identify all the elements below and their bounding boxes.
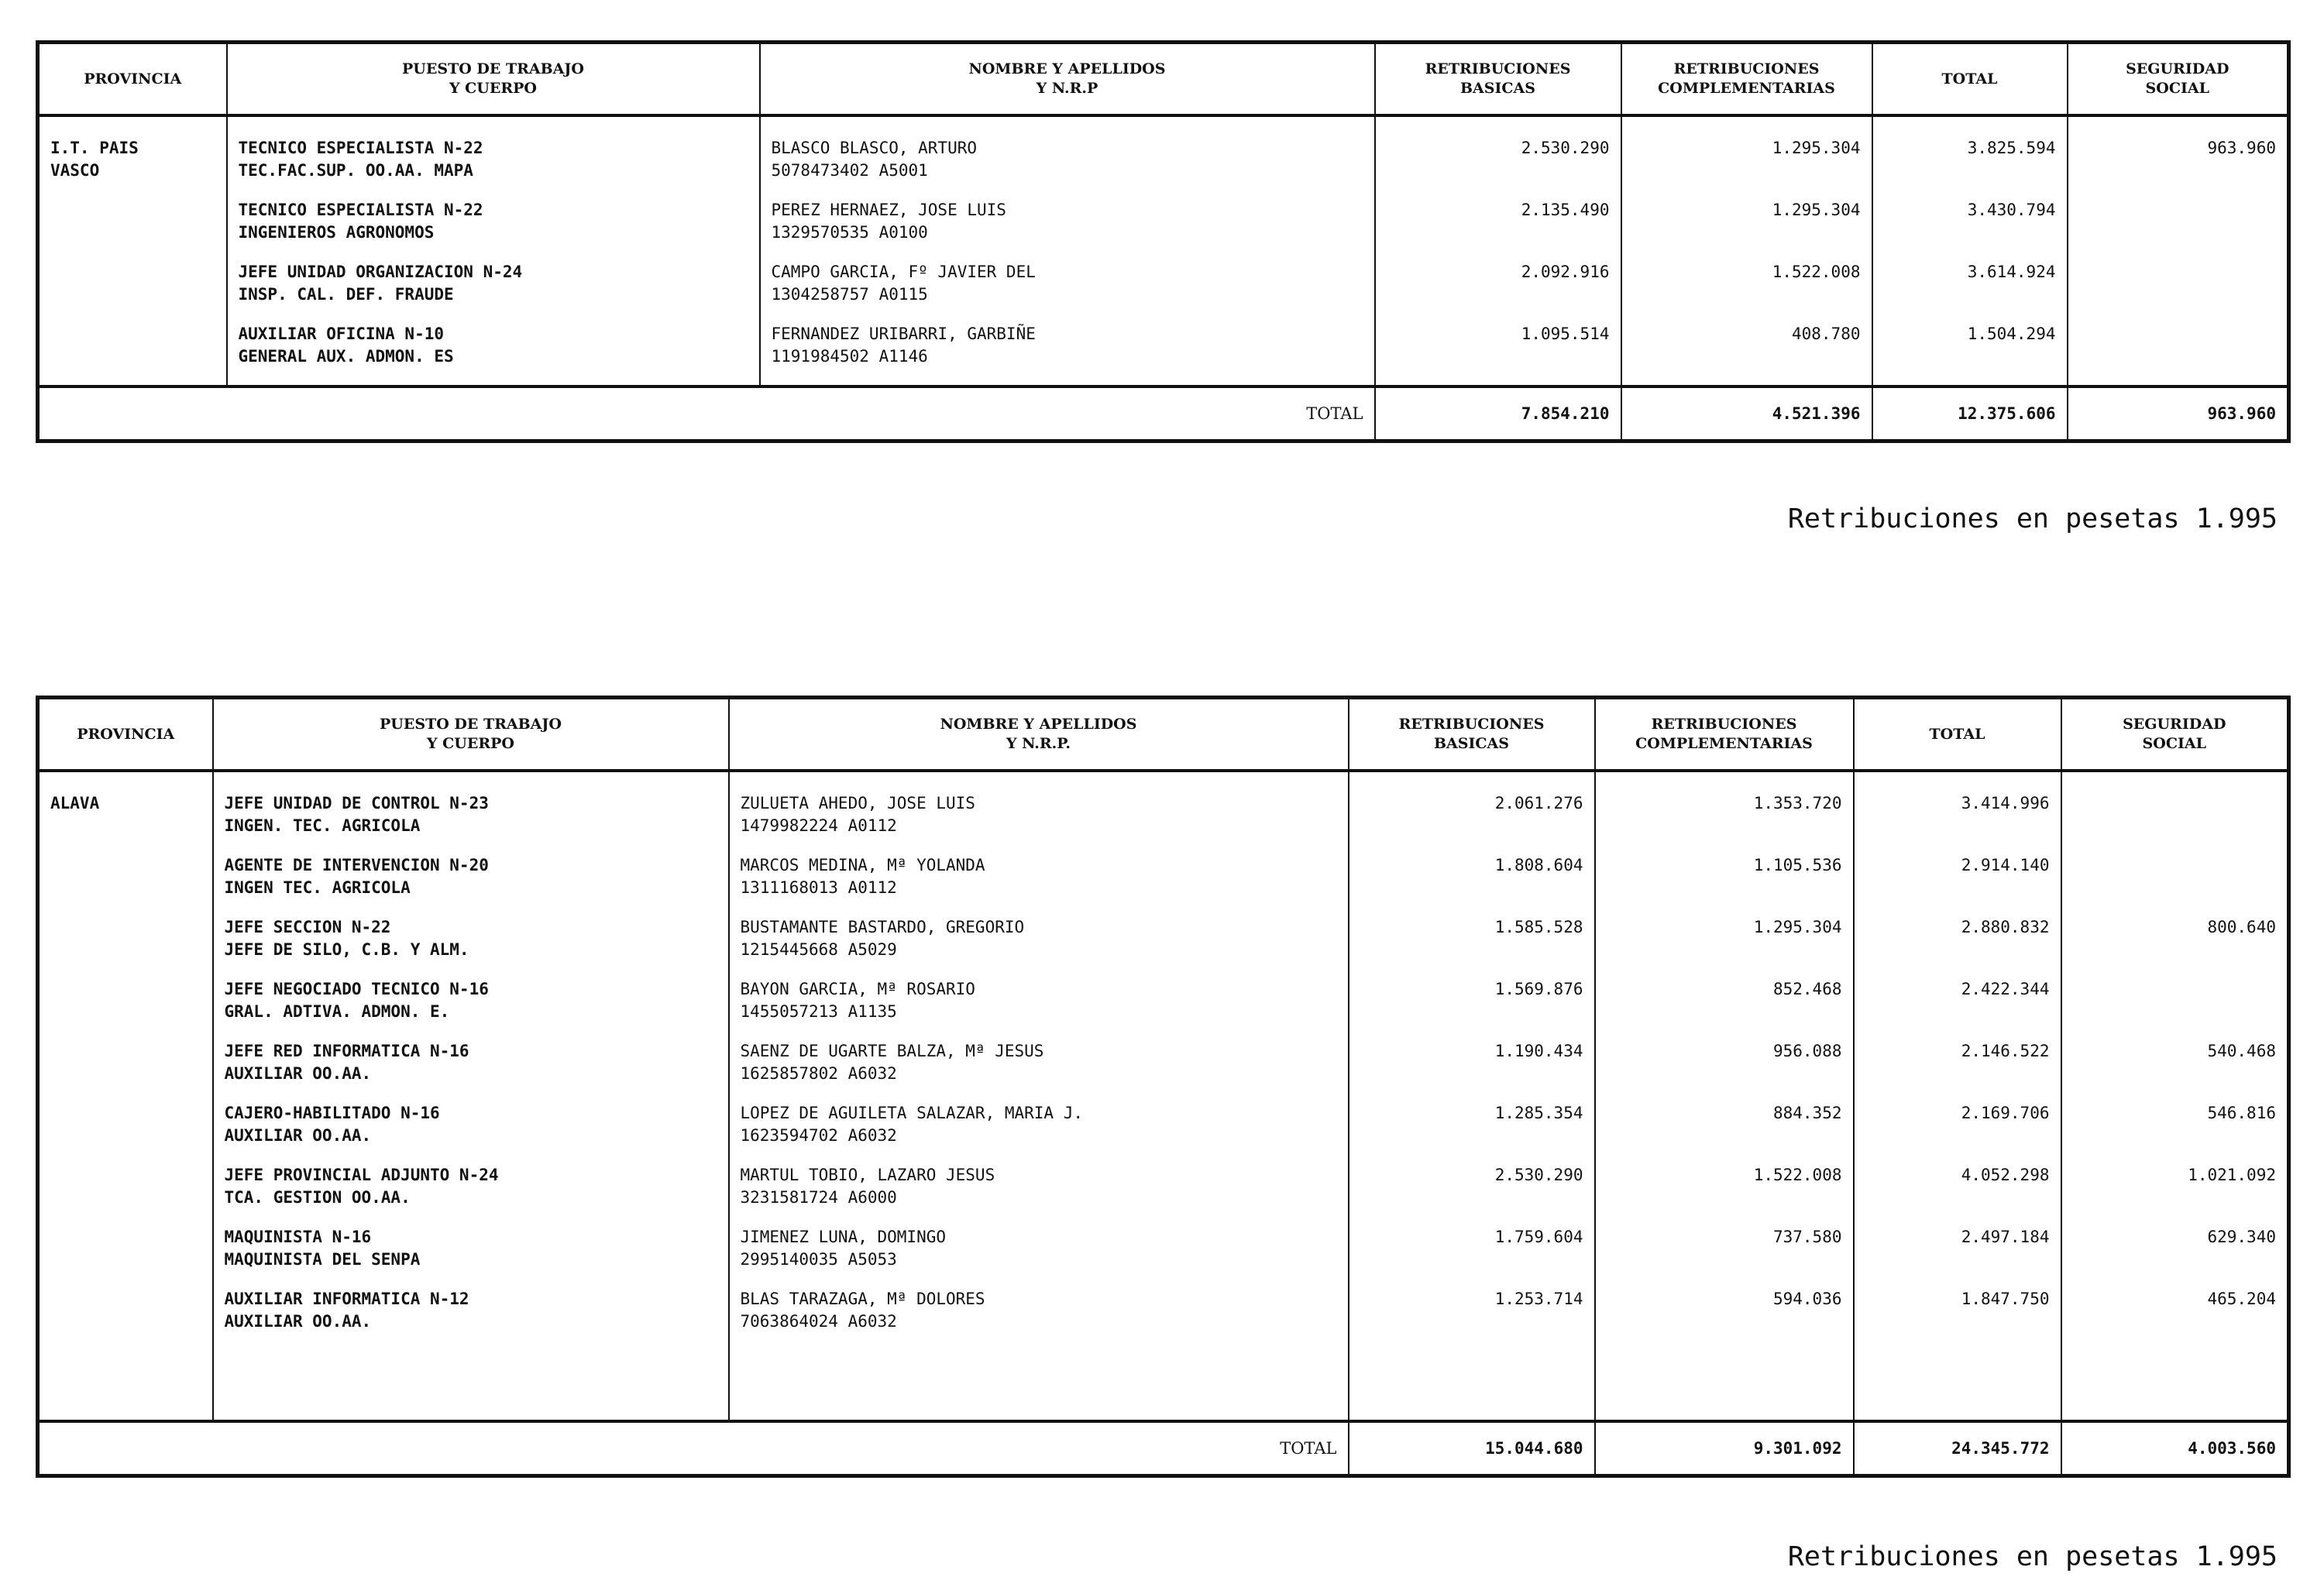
- provincia-cell: [38, 792, 213, 854]
- total-row: [38, 1421, 2289, 1476]
- nrp: 3231581724 A6000: [740, 1188, 897, 1207]
- footnote-retribuciones: Retribuciones en pesetas 1.995: [1787, 1541, 2278, 1572]
- nrp: 1311168013 A0112: [740, 878, 897, 897]
- nrp: 1625857802 A6032: [740, 1064, 897, 1083]
- puesto-trabajo: AUXILIAR INFORMATICA N-12: [224, 1290, 469, 1308]
- puesto-trabajo: JEFE UNIDAD ORGANIZACION N-24: [238, 263, 523, 281]
- header-puesto: PUESTO DE TRABAJO Y CUERPO: [213, 698, 729, 771]
- retribuciones-complementarias: 852.468: [1595, 978, 1854, 1040]
- provincia-cell: [38, 1226, 213, 1288]
- puesto-cell: [213, 1102, 729, 1164]
- puesto-cell: [213, 792, 729, 854]
- provincia-name: VASCO: [50, 161, 100, 180]
- total-total: 12.375.606: [1872, 386, 2068, 441]
- table-row: [38, 978, 2289, 1040]
- puesto-trabajo: MAQUINISTA N-16: [224, 1228, 372, 1246]
- nrp: 1329570535 A0100: [771, 223, 928, 242]
- seguridad-social: [2061, 978, 2289, 1040]
- cuerpo: AUXILIAR OO.AA.: [224, 1064, 372, 1083]
- header-seguridad-social: SEGURIDAD SOCIAL: [2068, 43, 2289, 116]
- cuerpo: INGEN. TEC. AGRICOLA: [224, 816, 421, 835]
- nombre-apellidos: FERNANDEZ URIBARRI, GARBIÑE: [771, 325, 1036, 343]
- nombre-cell: [729, 1164, 1349, 1226]
- header-provincia: PROVINCIA: [38, 698, 213, 771]
- puesto-trabajo: TECNICO ESPECIALISTA N-22: [238, 139, 483, 157]
- retribuciones-complementarias: 594.036: [1595, 1288, 1854, 1350]
- puesto-trabajo: AGENTE DE INTERVENCION N-20: [224, 856, 489, 874]
- table-row: [38, 1164, 2289, 1226]
- provincia-cell: [38, 199, 227, 261]
- retribuciones-complementarias: 956.088: [1595, 1040, 1854, 1102]
- cuerpo: AUXILIAR OO.AA.: [224, 1312, 372, 1331]
- nrp: 1623594702 A6032: [740, 1126, 897, 1145]
- provincia-cell: [38, 1164, 213, 1226]
- total-cell: 2.497.184: [1854, 1226, 2061, 1288]
- retribuciones-basicas: 2.061.276: [1349, 792, 1595, 854]
- provincia-cell: [38, 261, 227, 323]
- retribuciones-basicas: 2.135.490: [1375, 199, 1621, 261]
- puesto-trabajo: CAJERO-HABILITADO N-16: [224, 1104, 440, 1122]
- puesto-cell: [213, 1288, 729, 1350]
- table-row: [38, 1040, 2289, 1102]
- puesto-cell: [213, 1226, 729, 1288]
- provincia-cell: [38, 1102, 213, 1164]
- total-cell: 2.422.344: [1854, 978, 2061, 1040]
- retribuciones-complementarias: 1.295.304: [1595, 916, 1854, 978]
- retribuciones-complementarias: 1.105.536: [1595, 854, 1854, 916]
- cuerpo: TEC.FAC.SUP. OO.AA. MAPA: [238, 161, 473, 180]
- table-header-row: [38, 698, 2289, 771]
- puesto-cell: [213, 1164, 729, 1226]
- nombre-cell: [729, 1102, 1349, 1164]
- header-nombre: NOMBRE Y APELLIDOS Y N.R.P.: [729, 698, 1349, 771]
- table-row: [38, 1226, 2289, 1288]
- retribuciones-basicas: 2.092.916: [1375, 261, 1621, 323]
- header-seguridad-social: SEGURIDAD SOCIAL: [2061, 698, 2289, 771]
- table-row: [38, 261, 2289, 323]
- table-row: [38, 199, 2289, 261]
- total-row: [38, 386, 2289, 441]
- nombre-cell: [760, 137, 1375, 199]
- total-cell: 3.614.924: [1872, 261, 2068, 323]
- cuerpo: GRAL. ADTIVA. ADMON. E.: [224, 1002, 450, 1021]
- puesto-trabajo: JEFE PROVINCIAL ADJUNTO N-24: [224, 1166, 499, 1184]
- nombre-cell: [729, 1288, 1349, 1350]
- provincia-cell: [38, 978, 213, 1040]
- seguridad-social: 963.960: [2068, 137, 2289, 199]
- retribuciones-complementarias: 884.352: [1595, 1102, 1854, 1164]
- nombre-cell: [729, 792, 1349, 854]
- total-cell: 2.914.140: [1854, 854, 2061, 916]
- puesto-trabajo: JEFE RED INFORMATICA N-16: [224, 1042, 469, 1060]
- cuerpo: GENERAL AUX. ADMON. ES: [238, 347, 454, 366]
- seguridad-social: [2068, 199, 2289, 261]
- salary-table-alava: [36, 696, 2291, 1478]
- total-basicas: 7.854.210: [1375, 386, 1621, 441]
- provincia-cell: [38, 1040, 213, 1102]
- provincia-name: I.T. PAIS: [50, 139, 139, 157]
- cuerpo: INGEN TEC. AGRICOLA: [224, 878, 411, 897]
- retribuciones-complementarias: 1.522.008: [1595, 1164, 1854, 1226]
- puesto-trabajo: TECNICO ESPECIALISTA N-22: [238, 201, 483, 219]
- seguridad-social: [2061, 792, 2289, 854]
- total-cell: 2.169.706: [1854, 1102, 2061, 1164]
- provincia-cell: [38, 916, 213, 978]
- total-cell: 4.052.298: [1854, 1164, 2061, 1226]
- provincia-name: ALAVA: [50, 794, 100, 812]
- puesto-cell: [213, 1040, 729, 1102]
- table-row: [38, 323, 2289, 386]
- nombre-cell: [729, 916, 1349, 978]
- total-seguridad-social: 963.960: [2068, 386, 2289, 441]
- retribuciones-basicas: 1.253.714: [1349, 1288, 1595, 1350]
- table-header-row: [38, 43, 2289, 116]
- total-cell: 3.825.594: [1872, 137, 2068, 199]
- total-label: TOTAL: [38, 1421, 1349, 1476]
- nombre-cell: [729, 1040, 1349, 1102]
- footnote-retribuciones: Retribuciones en pesetas 1.995: [1787, 503, 2278, 534]
- nrp: 2995140035 A5053: [740, 1250, 897, 1269]
- retribuciones-basicas: 1.759.604: [1349, 1226, 1595, 1288]
- puesto-cell: [227, 323, 760, 386]
- nrp: 1455057213 A1135: [740, 1002, 897, 1021]
- table-row: [38, 1288, 2289, 1350]
- seguridad-social: 629.340: [2061, 1226, 2289, 1288]
- seguridad-social: 546.816: [2061, 1102, 2289, 1164]
- provincia-cell: [38, 854, 213, 916]
- total-cell: 3.414.996: [1854, 792, 2061, 854]
- header-complementarias: RETRIBUCIONES COMPLEMENTARIAS: [1621, 43, 1872, 116]
- nombre-apellidos: MARTUL TOBIO, LAZARO JESUS: [740, 1166, 995, 1184]
- seguridad-social: 465.204: [2061, 1288, 2289, 1350]
- provincia-cell: [38, 137, 227, 199]
- retribuciones-basicas: 1.808.604: [1349, 854, 1595, 916]
- nombre-cell: [729, 1226, 1349, 1288]
- nombre-apellidos: BLASCO BLASCO, ARTURO: [771, 139, 978, 157]
- nombre-apellidos: BUSTAMANTE BASTARDO, GREGORIO: [740, 918, 1025, 936]
- provincia-cell: [38, 323, 227, 386]
- header-complementarias: RETRIBUCIONES COMPLEMENTARIAS: [1595, 698, 1854, 771]
- nrp: 7063864024 A6032: [740, 1312, 897, 1331]
- retribuciones-complementarias: 737.580: [1595, 1226, 1854, 1288]
- cuerpo: MAQUINISTA DEL SENPA: [224, 1250, 421, 1269]
- total-cell: 3.430.794: [1872, 199, 2068, 261]
- retribuciones-basicas: 1.095.514: [1375, 323, 1621, 386]
- cuerpo: INSP. CAL. DEF. FRAUDE: [238, 285, 454, 304]
- salary-table-pais-vasco: [36, 40, 2291, 443]
- nrp: 1191984502 A1146: [771, 347, 928, 366]
- puesto-trabajo: AUXILIAR OFICINA N-10: [238, 325, 445, 343]
- puesto-trabajo: JEFE SECCION N-22: [224, 918, 391, 936]
- seguridad-social: 540.468: [2061, 1040, 2289, 1102]
- nombre-cell: [760, 323, 1375, 386]
- seguridad-social: 800.640: [2061, 916, 2289, 978]
- nombre-apellidos: PEREZ HERNAEZ, JOSE LUIS: [771, 201, 1006, 219]
- header-provincia: PROVINCIA: [38, 43, 227, 116]
- nombre-cell: [760, 199, 1375, 261]
- header-basicas: RETRIBUCIONES BASICAS: [1349, 698, 1595, 771]
- nombre-apellidos: CAMPO GARCIA, Fº JAVIER DEL: [771, 263, 1036, 281]
- total-label: TOTAL: [38, 386, 1375, 441]
- puesto-cell: [213, 916, 729, 978]
- table-row: [38, 916, 2289, 978]
- nombre-apellidos: LOPEZ DE AGUILETA SALAZAR, MARIA J.: [740, 1104, 1084, 1122]
- nombre-apellidos: ZULUETA AHEDO, JOSE LUIS: [740, 794, 975, 812]
- seguridad-social: [2068, 261, 2289, 323]
- puesto-cell: [213, 854, 729, 916]
- header-nombre: NOMBRE Y APELLIDOS Y N.R.P: [760, 43, 1375, 116]
- retribuciones-basicas: 1.190.434: [1349, 1040, 1595, 1102]
- nrp: 1304258757 A0115: [771, 285, 928, 304]
- table-row: [38, 792, 2289, 854]
- nrp: 5078473402 A5001: [771, 161, 928, 180]
- nombre-apellidos: BLAS TARAZAGA, Mª DOLORES: [740, 1290, 985, 1308]
- provincia-cell: [38, 1288, 213, 1350]
- cuerpo: INGENIEROS AGRONOMOS: [238, 223, 435, 242]
- puesto-trabajo: JEFE NEGOCIADO TECNICO N-16: [224, 980, 489, 998]
- retribuciones-basicas: 1.585.528: [1349, 916, 1595, 978]
- retribuciones-complementarias: 1.295.304: [1621, 199, 1872, 261]
- total-basicas: 15.044.680: [1349, 1421, 1595, 1476]
- header-total: TOTAL: [1872, 43, 2068, 116]
- total-cell: 1.847.750: [1854, 1288, 2061, 1350]
- puesto-trabajo: JEFE UNIDAD DE CONTROL N-23: [224, 794, 489, 812]
- retribuciones-basicas: 2.530.290: [1349, 1164, 1595, 1226]
- nrp: 1479982224 A0112: [740, 816, 897, 835]
- total-complementarias: 4.521.396: [1621, 386, 1872, 441]
- puesto-cell: [227, 261, 760, 323]
- table-row: [38, 854, 2289, 916]
- nombre-cell: [760, 261, 1375, 323]
- nombre-apellidos: MARCOS MEDINA, Mª YOLANDA: [740, 856, 985, 874]
- header-basicas: RETRIBUCIONES BASICAS: [1375, 43, 1621, 116]
- table-row: [38, 1102, 2289, 1164]
- retribuciones-complementarias: 408.780: [1621, 323, 1872, 386]
- nombre-apellidos: JIMENEZ LUNA, DOMINGO: [740, 1228, 947, 1246]
- cuerpo: AUXILIAR OO.AA.: [224, 1126, 372, 1145]
- nombre-apellidos: SAENZ DE UGARTE BALZA, Mª JESUS: [740, 1042, 1044, 1060]
- header-total: TOTAL: [1854, 698, 2061, 771]
- retribuciones-basicas: 1.285.354: [1349, 1102, 1595, 1164]
- retribuciones-complementarias: 1.295.304: [1621, 137, 1872, 199]
- seguridad-social: [2068, 323, 2289, 386]
- nombre-apellidos: BAYON GARCIA, Mª ROSARIO: [740, 980, 975, 998]
- total-total: 24.345.772: [1854, 1421, 2061, 1476]
- retribuciones-basicas: 1.569.876: [1349, 978, 1595, 1040]
- total-seguridad-social: 4.003.560: [2061, 1421, 2289, 1476]
- puesto-cell: [213, 978, 729, 1040]
- nombre-cell: [729, 854, 1349, 916]
- cuerpo: JEFE DE SILO, C.B. Y ALM.: [224, 940, 469, 959]
- seguridad-social: 1.021.092: [2061, 1164, 2289, 1226]
- total-cell: 2.146.522: [1854, 1040, 2061, 1102]
- total-cell: 2.880.832: [1854, 916, 2061, 978]
- total-complementarias: 9.301.092: [1595, 1421, 1854, 1476]
- puesto-cell: [227, 137, 760, 199]
- nrp: 1215445668 A5029: [740, 940, 897, 959]
- header-puesto: PUESTO DE TRABAJO Y CUERPO: [227, 43, 760, 116]
- table-row: [38, 137, 2289, 199]
- seguridad-social: [2061, 854, 2289, 916]
- retribuciones-basicas: 2.530.290: [1375, 137, 1621, 199]
- total-cell: 1.504.294: [1872, 323, 2068, 386]
- retribuciones-complementarias: 1.522.008: [1621, 261, 1872, 323]
- puesto-cell: [227, 199, 760, 261]
- cuerpo: TCA. GESTION OO.AA.: [224, 1188, 411, 1207]
- retribuciones-complementarias: 1.353.720: [1595, 792, 1854, 854]
- nombre-cell: [729, 978, 1349, 1040]
